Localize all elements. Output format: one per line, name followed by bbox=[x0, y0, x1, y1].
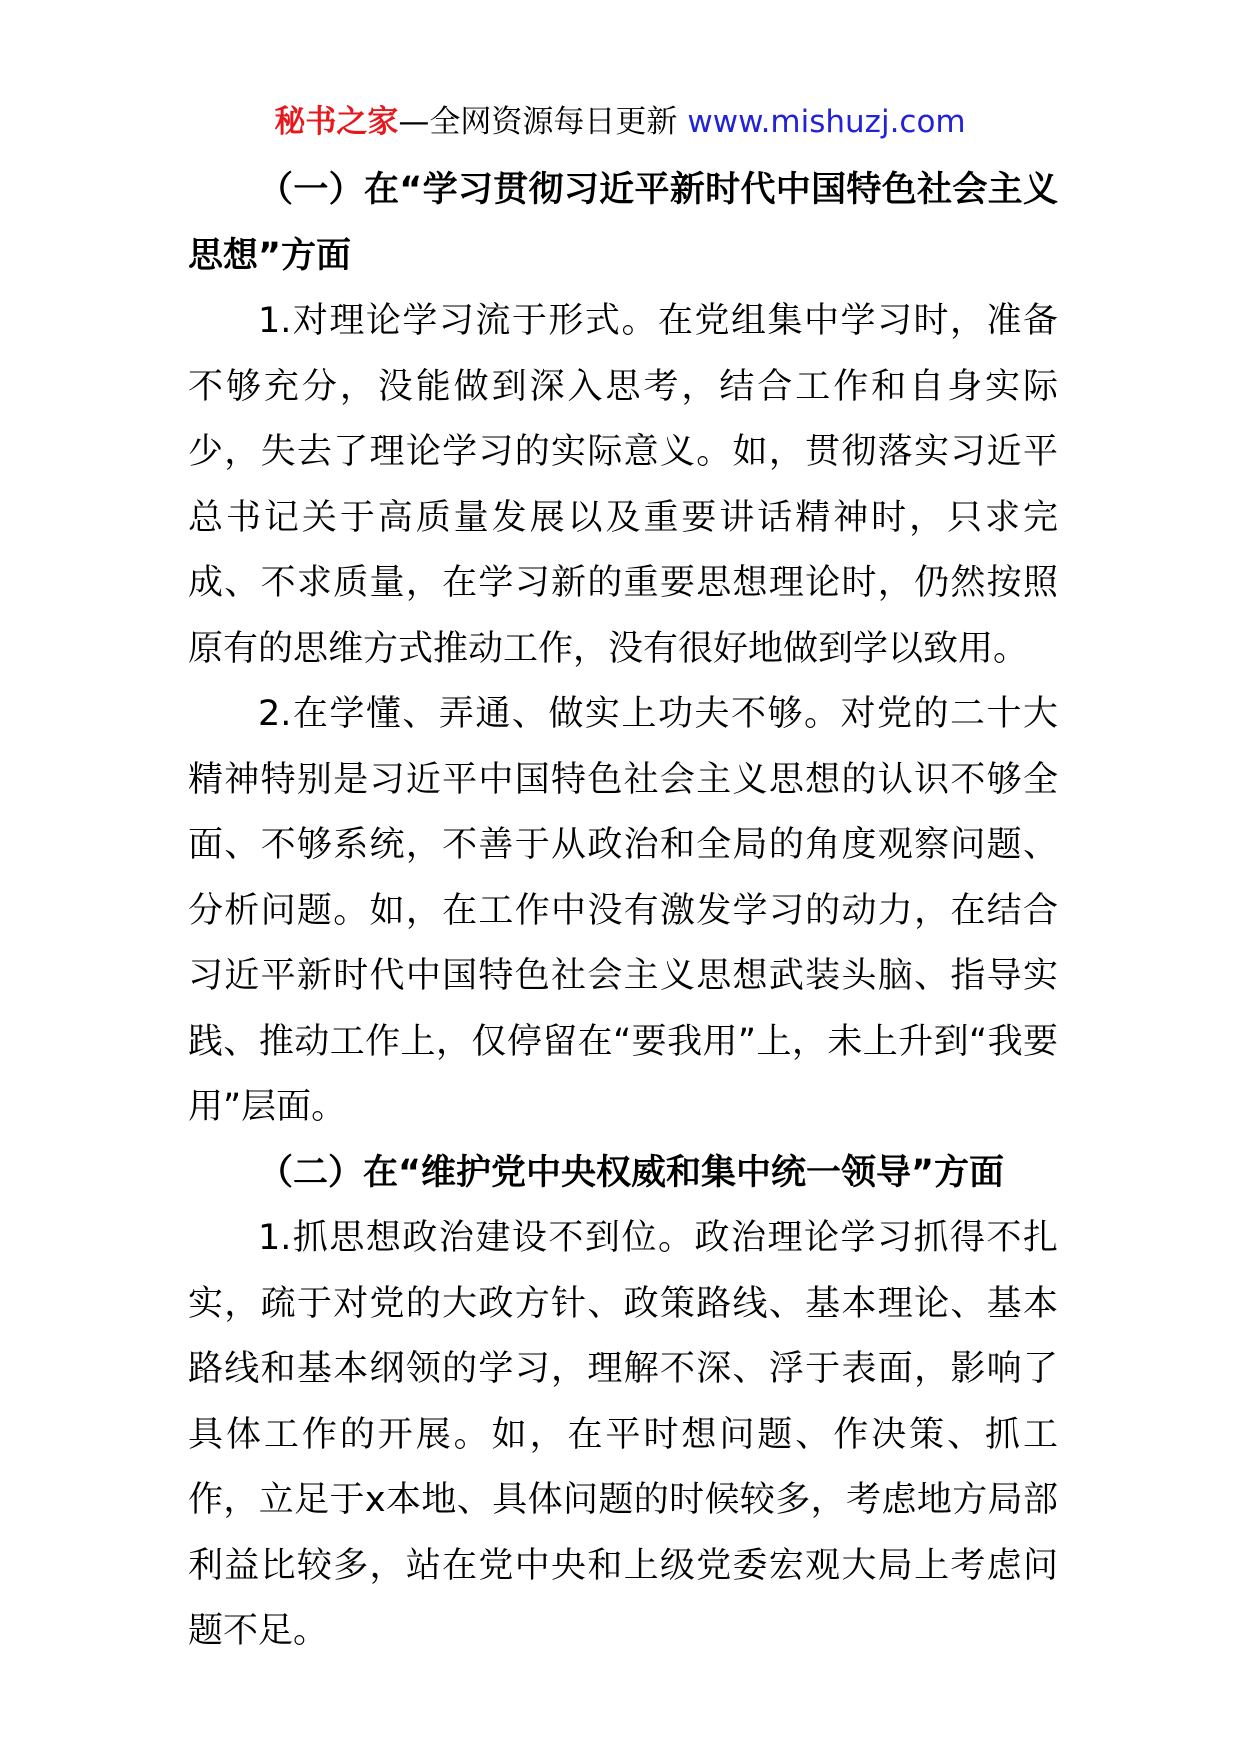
section-heading-2: （二）在“维护党中央权威和集中统一领导”方面 bbox=[258, 1152, 1005, 1193]
section-heading-1: （一）在“学习贯彻习近平新时代中国特色社会主义思想”方面 bbox=[188, 170, 1058, 276]
paragraph-1: 1.对理论学习流于形式。在党组集中学习时，准备不够充分，没能做到深入思考，结合工作和自身实际少，失去了理论学习的实际意义。如，贯彻落实习近平总书记关于高质量发展以及重要讲话精神时，只求完成、不求质量，在学习新的重要思想理论时，仍然按照原有的思维方式推动工作，没有很好地做到学以致用。 bbox=[188, 301, 1058, 669]
site-header bbox=[0, 100, 1240, 144]
document-body bbox=[188, 158, 1058, 1665]
brand-name: 秘书之家 bbox=[274, 104, 399, 140]
header-tagline: —全网资源每日更新 bbox=[398, 104, 678, 140]
paragraph-2: 2.在学懂、弄通、做实上功夫不够。对党的二十大精神特别是习近平中国特色社会主义思想的认识不够全面、不够系统，不善于从政治和全局的角度观察问题、分析问题。如，在工作中没有激发学习的动力，在结合习近平新时代中国特色社会主义思想武装头脑、指导实践、推动工作上，仅停留在“要我用”上，未上升到“我要用”层面。 bbox=[188, 694, 1058, 1127]
paragraph-3: 1.抓思想政治建设不到位。政治理论学习抓得不扎实，疏于对党的大政方针、政策路线、基本理论、基本路线和基本纲领的学习，理解不深、浮于表面，影响了具体工作的开展。如，在平时想问题、作决策、抓工作，立足于x本地、具体问题的时候较多，考虑地方局部利益比较多，站在党中央和上级党委宏观大局上考虑问题不足。 bbox=[188, 1218, 1058, 1651]
header-url-link[interactable]: www.mishuzj.com bbox=[687, 104, 966, 140]
